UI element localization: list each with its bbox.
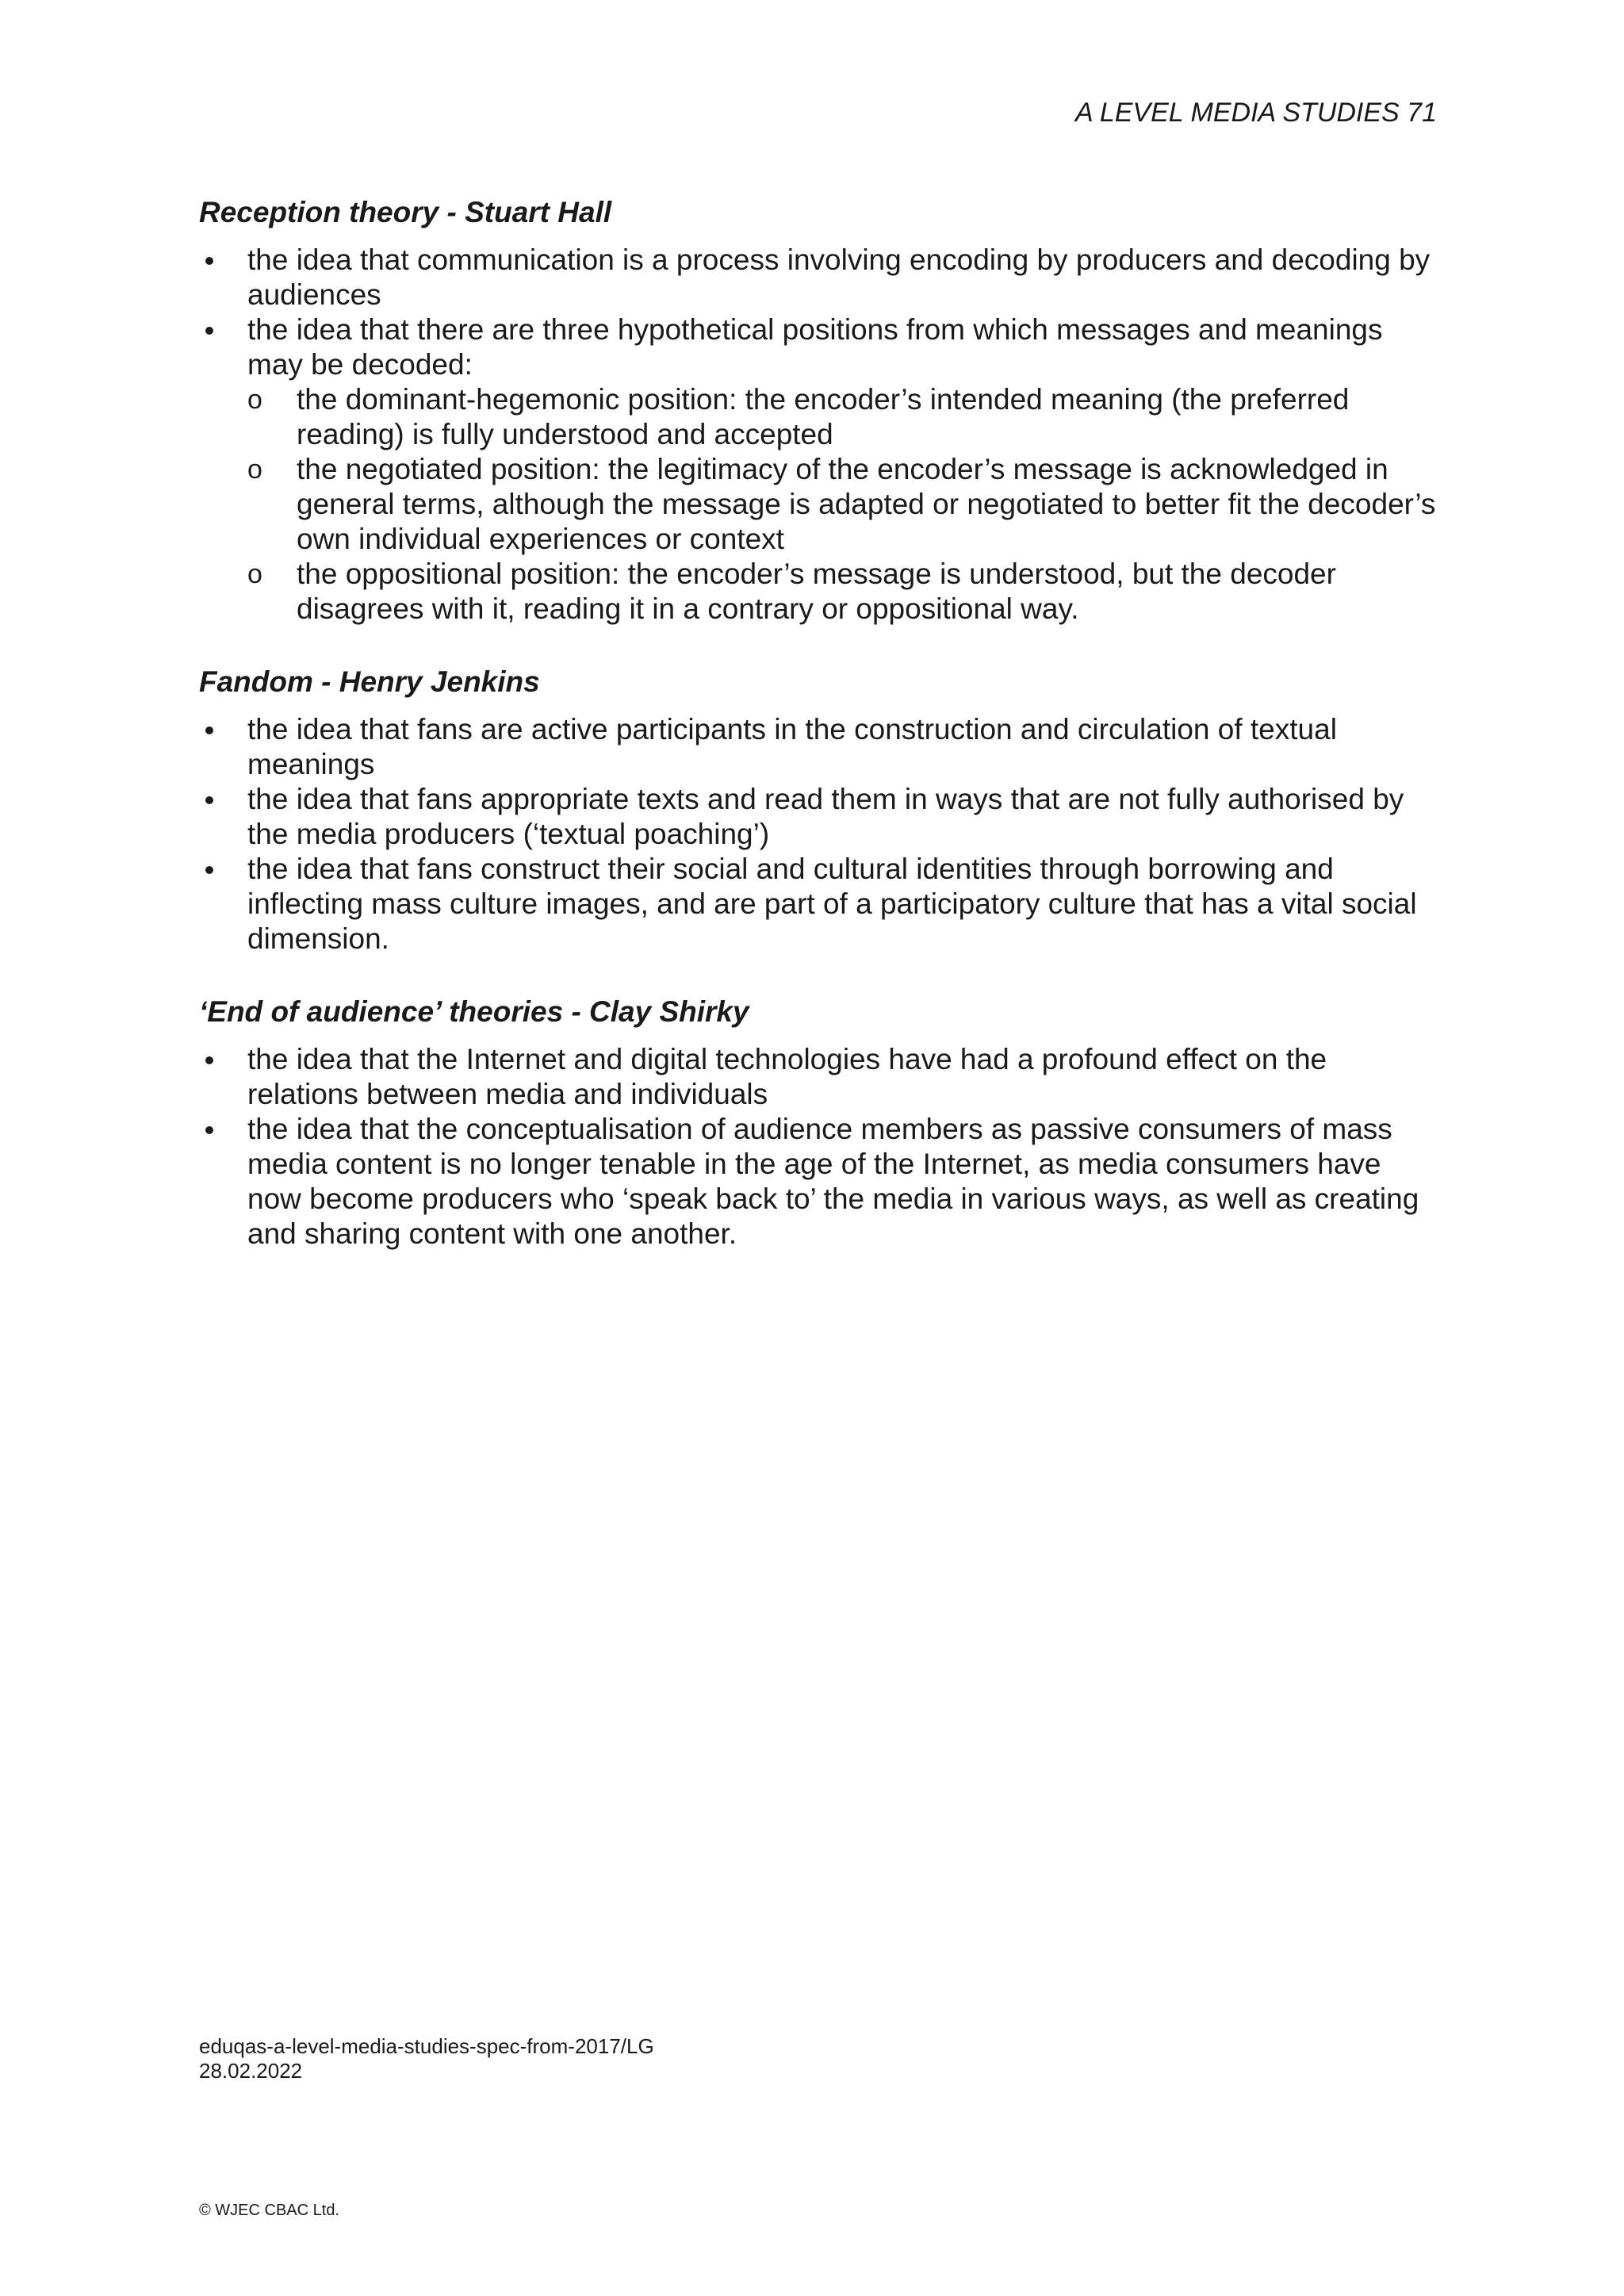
bullet-dot-icon	[205, 866, 213, 874]
circle-o-icon: o	[247, 559, 262, 589]
sub-bullet-text: the dominant-hegemonic position: the encoder’s intended meaning (the preferred reading) is fully understood and accepted	[297, 383, 1350, 450]
section-heading: Fandom - Henry Jenkins	[199, 665, 540, 698]
bullet-dot-icon	[205, 796, 213, 804]
section-heading: ‘End of audience’ theories - Clay Shirky	[199, 995, 749, 1028]
copyright-notice: © WJEC CBAC Ltd.	[199, 2202, 339, 2219]
section-reception-theory	[199, 195, 1441, 627]
footer-reference	[199, 2034, 654, 2083]
bullet-text: the idea that fans appropriate texts and read them in ways that are not fully authorised by the media producers (‘textual poaching’)	[247, 783, 1404, 850]
bullet-item	[199, 1112, 1441, 1251]
bullet-text: the idea that fans are active participants in the construction and circulation of textual meanings	[247, 713, 1337, 780]
sub-bullet-item	[247, 382, 1441, 452]
section-heading: Reception theory - Stuart Hall	[199, 196, 612, 228]
footer-date: 28.02.2022	[199, 2059, 303, 2083]
footer-spec-id: eduqas-a-level-media-studies-spec-from-2017/LG	[199, 2034, 654, 2058]
section-end-of-audience	[199, 995, 1441, 1251]
section-fandom	[199, 665, 1441, 956]
page-header: A LEVEL MEDIA STUDIES 71	[1074, 98, 1437, 128]
bullet-item	[199, 312, 1441, 627]
circle-o-icon: o	[247, 385, 262, 415]
bullet-dot-icon	[205, 327, 213, 335]
sub-bullet-text: the negotiated position: the legitimacy of the encoder’s message is acknowledged in general terms, although the message is adapted or negotiated to better fit the decoder’s own individual experiences or context	[297, 453, 1436, 555]
bullet-dot-icon	[205, 257, 213, 265]
bullet-list	[199, 1042, 1441, 1251]
bullet-item	[199, 243, 1441, 312]
sub-bullet-item	[247, 452, 1441, 557]
bullet-text: the idea that there are three hypothetical positions from which messages and meanings may be decoded:	[247, 313, 1383, 381]
sub-bullet-item	[247, 557, 1441, 627]
sub-bullet-text: the oppositional position: the encoder’s message is understood, but the decoder disagrees with it, reading it in a contrary or oppositional way.	[297, 558, 1336, 625]
bullet-list	[199, 243, 1441, 627]
bullet-text: the idea that the conceptualisation of audience members as passive consumers of mass media content is no longer tenable in the age of the Internet, as media consumers have now become producers who ‘speak back to’ the media in various ways, as well as creating and sharing content with one another.	[247, 1113, 1419, 1250]
bullet-dot-icon	[205, 1056, 213, 1064]
bullet-dot-icon	[205, 726, 213, 734]
bullet-text: the idea that communication is a process involving encoding by producers and decoding by audiences	[247, 243, 1431, 311]
circle-o-icon: o	[247, 454, 262, 485]
document-body	[199, 195, 1441, 1290]
bullet-list	[199, 712, 1441, 956]
bullet-text: the idea that fans construct their social and cultural identities through borrowing and inflecting mass culture images, and are part of a participatory culture that has a vital social dimension.	[247, 853, 1417, 955]
bullet-item	[199, 782, 1441, 852]
bullet-item	[199, 712, 1441, 782]
bullet-text: the idea that the Internet and digital technologies have had a profound effect on the relations between media and individuals	[247, 1043, 1327, 1110]
sub-bullet-list	[247, 382, 1441, 627]
bullet-dot-icon	[205, 1126, 213, 1134]
bullet-item	[199, 1042, 1441, 1112]
bullet-item	[199, 852, 1441, 956]
